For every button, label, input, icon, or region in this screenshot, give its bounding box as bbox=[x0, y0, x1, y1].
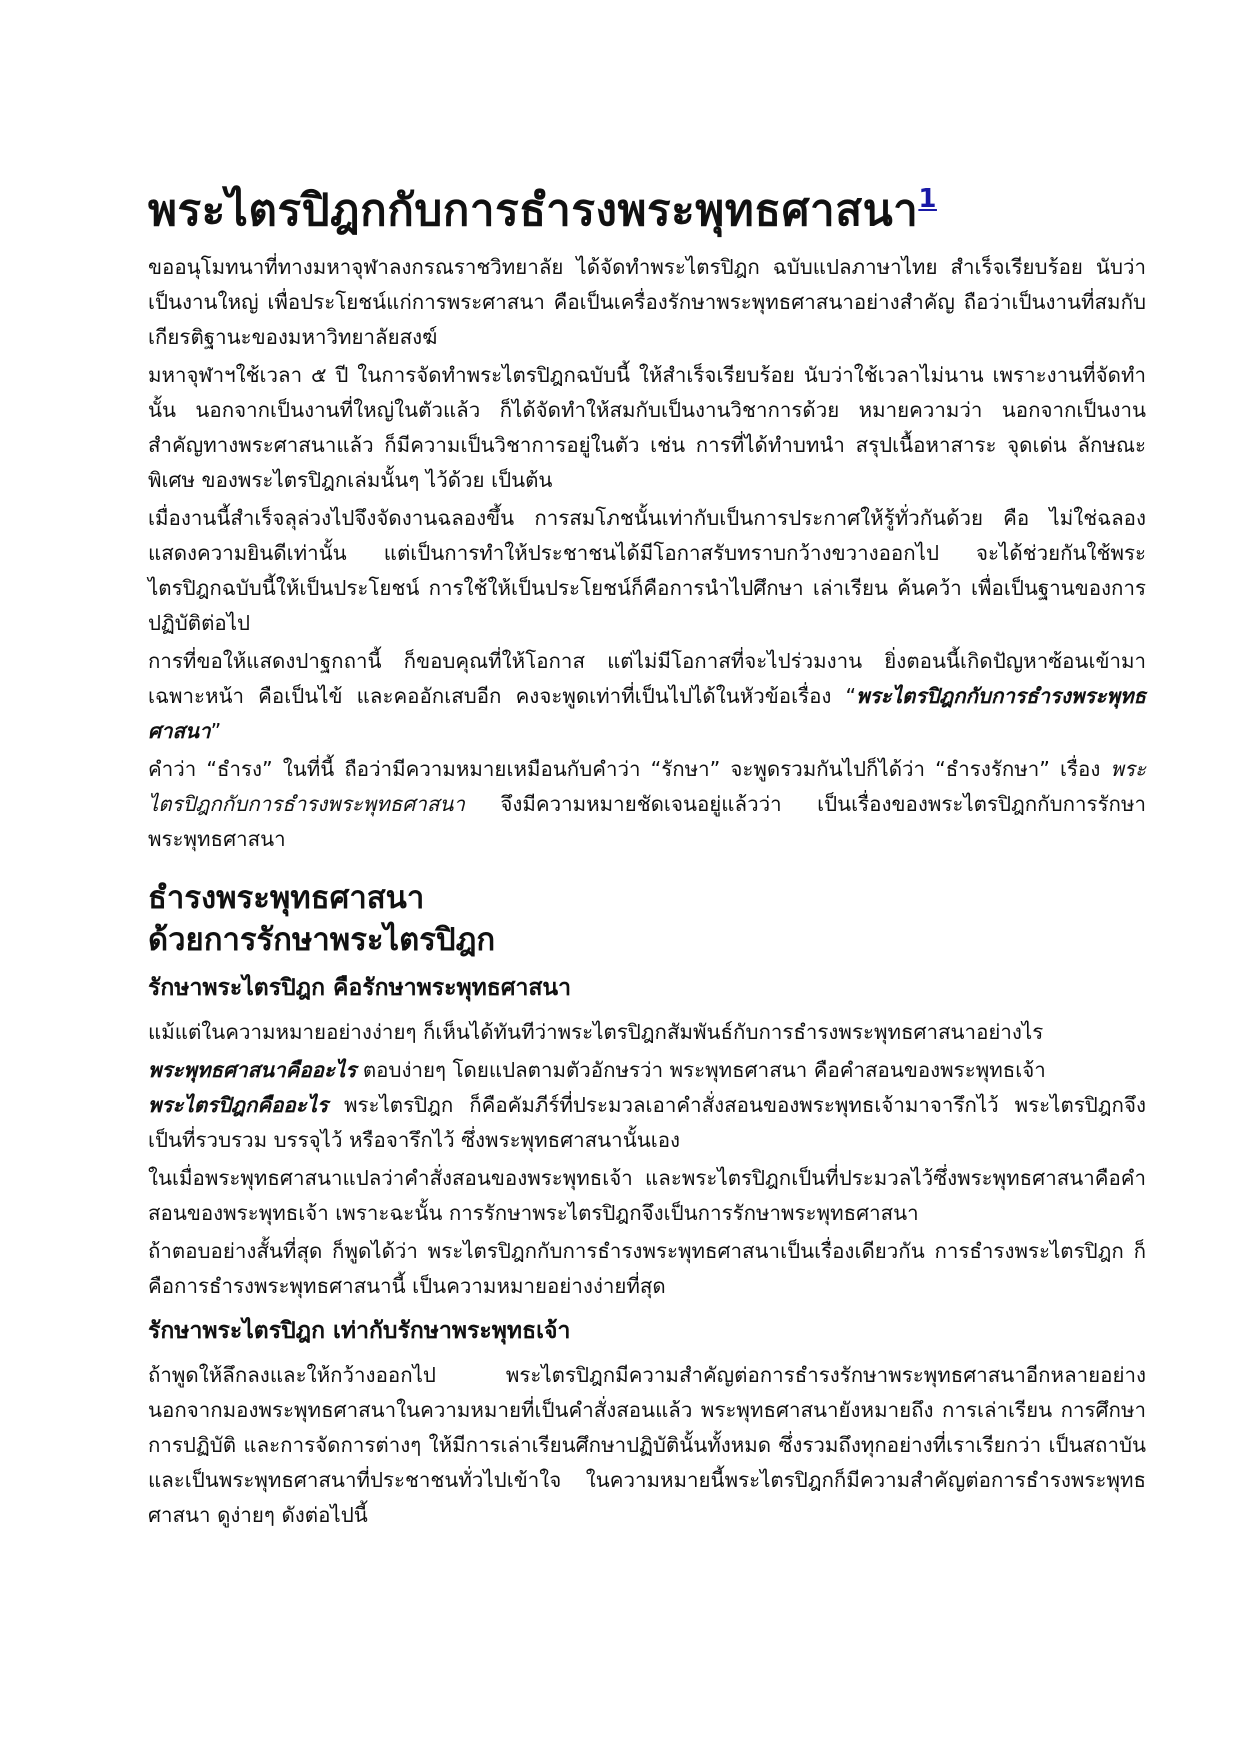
subsection-1-paragraph-3-text: พระไตรปิฎก ก็คือคัมภีร์ที่ประมวลเอาคำสั่งสอนของพระพุทธเจ้ามาจารึกไว้ พระไตรปิฎกจึงเป็นที่รวบรวม บรรจุไว้ หรือจารึกไว้ ซึ่งพระพุทธศาสนานั้นเอง bbox=[148, 1092, 1146, 1152]
subsection-1-paragraph-2-emphasis: พระพุทธศาสนาคืออะไร bbox=[148, 1057, 357, 1082]
section-heading-line-1: ธำรงพระพุทธศาสนา bbox=[148, 879, 425, 916]
subsection-2-heading: รักษาพระไตรปิฎก เท่ากับรักษาพระพุทธเจ้า bbox=[148, 1317, 571, 1344]
paragraph-4-text: การที่ขอให้แสดงปาฐกถานี้ ก็ขอบคุณที่ให้โอกาส แต่ไม่มีโอกาสที่จะไปร่วมงาน ยิ่งตอนนี้เกิดปัญหาซ้อนเข้ามาเฉพาะหน้า คือเป็นไข้ และคออักเสบอีก คงจะพูดเท่าที่เป็นไปได้ในหัวข้อเรื่อง “ bbox=[148, 648, 1146, 708]
footnote-link[interactable]: 1 bbox=[918, 184, 937, 214]
paragraph-5-text: คำว่า “ธำรง” ในที่นี้ ถือว่ามีความหมายเหมือนกับคำว่า “รักษา” จะพูดรวมกันไปก็ได้ว่า “ธำรงรักษา” เรื่อง bbox=[148, 756, 1111, 781]
document-page bbox=[148, 185, 1146, 1536]
subsection-1-paragraph-2 bbox=[148, 1053, 1146, 1088]
paragraph-5-emphasis: พระไตรปิฎกกับการธำรงพระพุทธศาสนา bbox=[148, 756, 1146, 816]
paragraph-3: เมื่องานนี้สำเร็จลุล่วงไปจึงจัดงานฉลองขึ้น การสมโภชนั้นเท่ากับเป็นการประกาศให้รู้ทั่วกันด้วย คือ ไม่ใช่ฉลองแสดงความยินดีเท่านั้น แต่เป็นการทำให้ประชาชนได้มีโอกาสรับทราบกว้างขวางออกไป จะได้ช่วยกันใช้พระไตรปิฎกฉบับนี้ให้เป็นประโยชน์ การใช้ให้เป็นประโยชน์ก็คือการนำไปศึกษา เล่าเรียน ค้นคว้า เพื่อเป็นฐานของการปฏิบัติต่อไป bbox=[148, 505, 1146, 635]
subsection-1-heading: รักษาพระไตรปิฎก คือรักษาพระพุทธศาสนา bbox=[148, 974, 572, 1001]
paragraph-2: มหาจุฬาฯใช้เวลา ๕ ปี ในการจัดทำพระไตรปิฎกฉบับนี้ ให้สำเร็จเรียบร้อย นับว่าใช้เวลาไม่นาน เพราะงานที่จัดทำนั้น นอกจากเป็นงานที่ใหญ่ในตัวแล้ว ก็ได้จัดทำให้สมกับเป็นงานวิชาการด้วย หมายความว่า นอกจากเป็นงานสำคัญทางพระศาสนาแล้ว ก็มีความเป็นวิชาการอยู่ในตัว เช่น การที่ได้ทำบทนำ สรุปเนื้อหาสาระ จุดเด่น ลักษณะพิเศษ ของพระไตรปิฎกเล่มนั้นๆ ไว้ด้วย เป็นต้น bbox=[148, 362, 1146, 492]
subsection-1-paragraph-2-text: ตอบง่ายๆ โดยแปลตามตัวอักษรว่า พระพุทธศาสนา คือคำสอนของพระพุทธเจ้า bbox=[356, 1057, 1046, 1082]
paragraph-4-emphasis: พระไตรปิฎกกับการธำรงพระพุทธศาสนา bbox=[148, 683, 1146, 743]
subsection-1-paragraph-3 bbox=[148, 1088, 1146, 1158]
paragraph-5-rest: จึงมีความหมายชัดเจนอยู่แล้วว่า เป็นเรื่องของพระไตรปิฎกกับการรักษาพระพุทธศาสนา bbox=[148, 791, 1146, 851]
paragraph-1: ขออนุโมทนาที่ทางมหาจุฬาลงกรณราชวิทยาลัย ได้จัดทำพระไตรปิฎก ฉบับแปลภาษาไทย สำเร็จเรียบร้อย นับว่าเป็นงานใหญ่ เพื่อประโยชน์แก่การพระศาสนา คือเป็นเครื่องรักษาพระพุทธศาสนาอย่างสำคัญ ถือว่าเป็นงานที่สมกับเกียรติฐานะของมหาวิทยาลัยสงฆ์ bbox=[148, 254, 1146, 349]
paragraph-4-close: ” bbox=[210, 718, 222, 743]
section-heading-line-2: ด้วยการรักษาพระไตรปิฎก bbox=[148, 921, 496, 958]
section-heading bbox=[148, 877, 1146, 961]
document-title bbox=[148, 185, 1146, 238]
subsection-1-paragraph-5: ถ้าตอบอย่างสั้นที่สุด ก็พูดได้ว่า พระไตรปิฎกกับการธำรงพระพุทธศาสนาเป็นเรื่องเดียวกัน การธำรงพระไตรปิฎก ก็คือการธำรงพระพุทธศาสนานี้ เป็นความหมายอย่างง่ายที่สุด bbox=[148, 1238, 1146, 1298]
paragraph-4 bbox=[148, 644, 1146, 749]
footnote-reference bbox=[918, 184, 937, 214]
subsection-2-paragraph-1: ถ้าพูดให้ลึกลงและให้กว้างออกไป พระไตรปิฎกมีความสำคัญต่อการธำรงรักษาพระพุทธศาสนาอีกหลายอย่าง นอกจากมองพระพุทธศาสนาในความหมายที่เป็นคำสั่งสอนแล้ว พระพุทธศาสนายังหมายถึง การเล่าเรียน การศึกษา การปฏิบัติ และการจัดการต่างๆ ให้มีการเล่าเรียนศึกษาปฏิบัตินั้นทั้งหมด ซึ่งรวมถึงทุกอย่างที่เราเรียกว่า เป็นสถาบันและเป็นพระพุทธศาสนาที่ประชาชนทั่วไปเข้าใจ ในความหมายนี้พระไตรปิฎกก็มีความสำคัญต่อการธำรงพระพุทธศาสนา ดูง่ายๆ ดังต่อไปนี้ bbox=[148, 1362, 1146, 1527]
subsection-1-paragraph-1: แม้แต่ในความหมายอย่างง่ายๆ ก็เห็นได้ทันทีว่าพระไตรปิฎกสัมพันธ์กับการธำรงพระพุทธศาสนาอย่างไร bbox=[148, 1019, 1044, 1044]
title-text: พระไตรปิฎกกับการธำรงพระพุทธศาสนา bbox=[148, 185, 919, 236]
subsection-1-paragraph-3-emphasis: พระไตรปิฎกคืออะไร bbox=[148, 1092, 329, 1117]
paragraph-5 bbox=[148, 752, 1146, 857]
subsection-1-paragraph-4: ในเมื่อพระพุทธศาสนาแปลว่าคำสั่งสอนของพระพุทธเจ้า และพระไตรปิฎกเป็นที่ประมวลไว้ซึ่งพระพุทธศาสนาคือคำสอนของพระพุทธเจ้า เพราะฉะนั้น การรักษาพระไตรปิฎกจึงเป็นการรักษาพระพุทธศาสนา bbox=[148, 1165, 1146, 1225]
